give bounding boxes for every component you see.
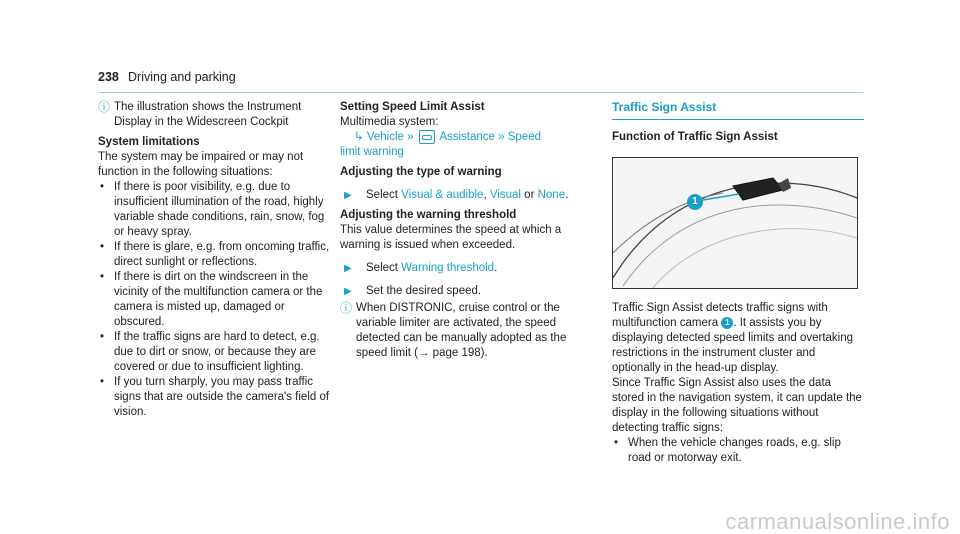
bullet-icon: • (100, 181, 105, 193)
bullet-icon: • (100, 376, 105, 388)
step-triangle-icon: ▶ (344, 190, 352, 202)
section-rule (612, 119, 864, 120)
bullet-icon: • (614, 437, 619, 449)
double-chevron-icon: » (407, 131, 414, 144)
watermark: carmanualsonline.info (725, 509, 950, 534)
return-arrow-icon: ↳ (354, 131, 364, 144)
threshold-heading: Adjusting the warning threshold (340, 209, 517, 222)
multimedia-label: Multimedia system: (340, 116, 439, 128)
option-visual-audible[interactable]: Visual & audible (401, 189, 484, 202)
list-item: • If there is poor visibility, e.g. due to insufficient illumination of the road, highly variable shade conditions, rain, snow, fog or heavy spray. (100, 181, 325, 238)
step-set-speed: ▶ Set the desired speed. (340, 284, 590, 299)
step-select-threshold: ▶ Select Warning threshold. (340, 261, 590, 276)
list-item: • If there is glare, e.g. from oncoming traffic, direct sunlight or reflections. (100, 241, 330, 268)
list-item: • If you turn sharply, you may pass traffic signs that are outside the camera's field of vision. (100, 376, 330, 418)
step-triangle-icon: ▶ (344, 286, 352, 298)
figure-callout-1: 1 (692, 196, 698, 207)
info-icon: ⓘ (340, 301, 353, 316)
info-note (98, 100, 330, 130)
function-heading: Function of Traffic Sign Assist (612, 131, 778, 143)
column-right (612, 100, 864, 466)
list-item: • When the vehicle changes roads, e.g. slip road or motorway exit. (614, 437, 841, 464)
info-note-text: When DISTRONIC, cruise control or the variable limiter are activated, the speed detected can be manually adopted as the speed limit (→ page 198). (356, 302, 567, 360)
car-assistance-icon (419, 130, 435, 144)
info-note-text: The illustration shows the Instrument Display in the Widescreen Cockpit (114, 101, 302, 128)
column-middle (340, 100, 590, 361)
menu-vehicle[interactable]: Vehicle (366, 131, 404, 144)
column-left (98, 100, 330, 420)
option-visual[interactable]: Visual (489, 189, 521, 202)
function-para-1: Traffic Sign Assist detects traffic signs with multifunction camera 1 . It assists you by displaying detected speed limits and overtaking restrictions in the instrument cluster and optionally in the head-up display. (612, 302, 854, 374)
system-limitations-intro: The system may be impaired or may not function in the following situations: (98, 151, 304, 178)
warning-type-heading: Adjusting the type of warning (340, 166, 502, 179)
step-select-type: ▶ Select Visual & audible, Visual or None. (340, 188, 590, 203)
function-para-2: Since Traffic Sign Assist also uses the data stored in the navigation system, it can update the display in the following situations without detecting traffic signs: (612, 377, 862, 434)
option-none[interactable]: None (537, 189, 566, 202)
header-rule (98, 92, 863, 93)
callout-badge: 1 (721, 317, 733, 329)
bullet-icon: • (100, 271, 105, 283)
option-warning-threshold[interactable]: Warning threshold (401, 262, 495, 275)
list-item: • If there is dirt on the windscreen in the vicinity of the multifunction camera or the camera is misted up, damaged or obscured. (100, 271, 323, 328)
threshold-text: This value determines the speed at which a warning is issued when exceeded. (340, 224, 562, 252)
section-title: Driving and parking (128, 70, 236, 84)
info-icon: ⓘ (98, 100, 111, 114)
menu-speed-limit-warning[interactable]: limit warning (340, 146, 404, 159)
system-limitations-heading: System limitations (98, 136, 200, 148)
menu-speed[interactable]: Speed (507, 131, 541, 144)
step-triangle-icon: ▶ (344, 263, 352, 275)
list-item: • If the traffic signs are hard to detect, e.g. due to dirt or snow, or because they are covered or due to insufficient lighting. (100, 331, 320, 373)
info-note (340, 301, 590, 361)
traffic-sign-assist-title: Traffic Sign Assist (612, 100, 717, 114)
limitations-list (98, 180, 330, 420)
page-number: 238 (98, 70, 119, 84)
setting-heading: Setting Speed Limit Assist (340, 101, 485, 113)
menu-path (340, 130, 590, 145)
bullet-icon: • (100, 331, 105, 343)
windscreen-camera-illustration (612, 157, 858, 289)
situations-list (612, 436, 864, 466)
menu-assistance[interactable]: Assistance (439, 131, 495, 144)
bullet-icon: • (100, 241, 105, 253)
double-chevron-icon: » (498, 131, 505, 144)
windscreen-illustration (613, 158, 857, 288)
